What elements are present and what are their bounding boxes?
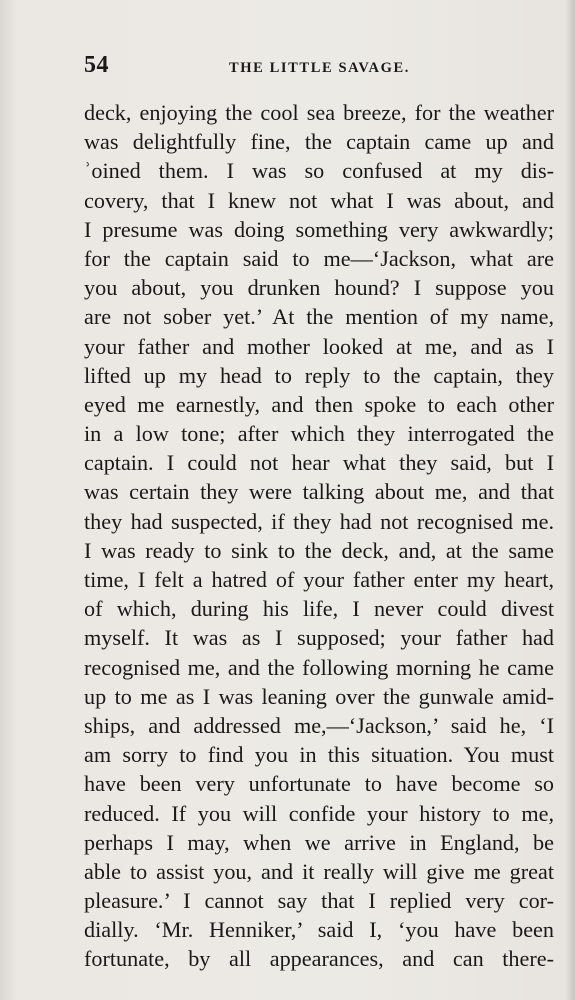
text-line: in a low tone; after which they interrogated the [84,421,554,447]
text-line: up to me as I was leaning over the gunwale amid- [84,683,554,709]
text-line: lifted up my head to reply to the captain, they [84,362,554,388]
text-line: are not sober yet.’ At the mention of my name, [84,304,554,330]
text-line: I was ready to sink to the deck, and, at the same [84,537,554,563]
body-text [84,98,554,974]
text-line: covery, that I knew not what I was about, and [84,187,554,213]
text-line: reduced. If you will confide your history to me, [84,800,554,826]
text-line: recognised me, and the following morning he came [84,654,554,680]
text-line: able to assist you, and it really will give me great [84,858,554,884]
text-line: time, I felt a hatred of your father enter my heart, [84,567,554,592]
text-line: am sorry to find you in this situation. You must [84,742,554,768]
text-line: was certain they were talking about me, and that [84,479,554,505]
text-line: you about, you drunken hound? I suppose you [84,275,554,301]
page-header [84,52,556,86]
text-line: they had suspected, if they had not recognised me. [84,508,554,534]
text-line: I presume was doing something very awkwardly; [84,216,554,242]
page-edge-shadow [565,0,575,1000]
text-line: your father and mother looked at me, and as I [84,333,554,359]
text-line: for the captain said to me—‘Jackson, what are [84,245,554,271]
page-number: 54 [84,52,109,78]
text-line: myself. It was as I supposed; your father had [84,625,554,651]
text-line: ships, and addressed me,—‘Jackson,’ said he, ‘I [84,712,554,738]
text-line: deck, enjoying the cool sea breeze, for the weather [84,100,554,125]
text-line: was delightfully fine, the captain came up and [84,129,554,155]
text-line: fortunate, by all appearances, and can there- [84,946,554,972]
running-head: THE LITTLE SAVAGE. [229,60,410,76]
text-line: of which, during his life, I never could divest [84,596,554,622]
text-line: captain. I could not hear what they said, but I [84,450,554,476]
text-line: dially. ‘Mr. Henniker,’ said I, ‘you have been [84,917,554,943]
text-line: have been very unfortunate to have become so [84,771,554,797]
text-line: eyed me earnestly, and then spoke to each other [84,391,554,417]
text-line: perhaps I may, when we arrive in England, be [84,829,554,855]
text-line: ʾoined them. I was so confused at my dis- [84,158,554,184]
text-line: pleasure.’ I cannot say that I replied very cor- [84,888,554,914]
